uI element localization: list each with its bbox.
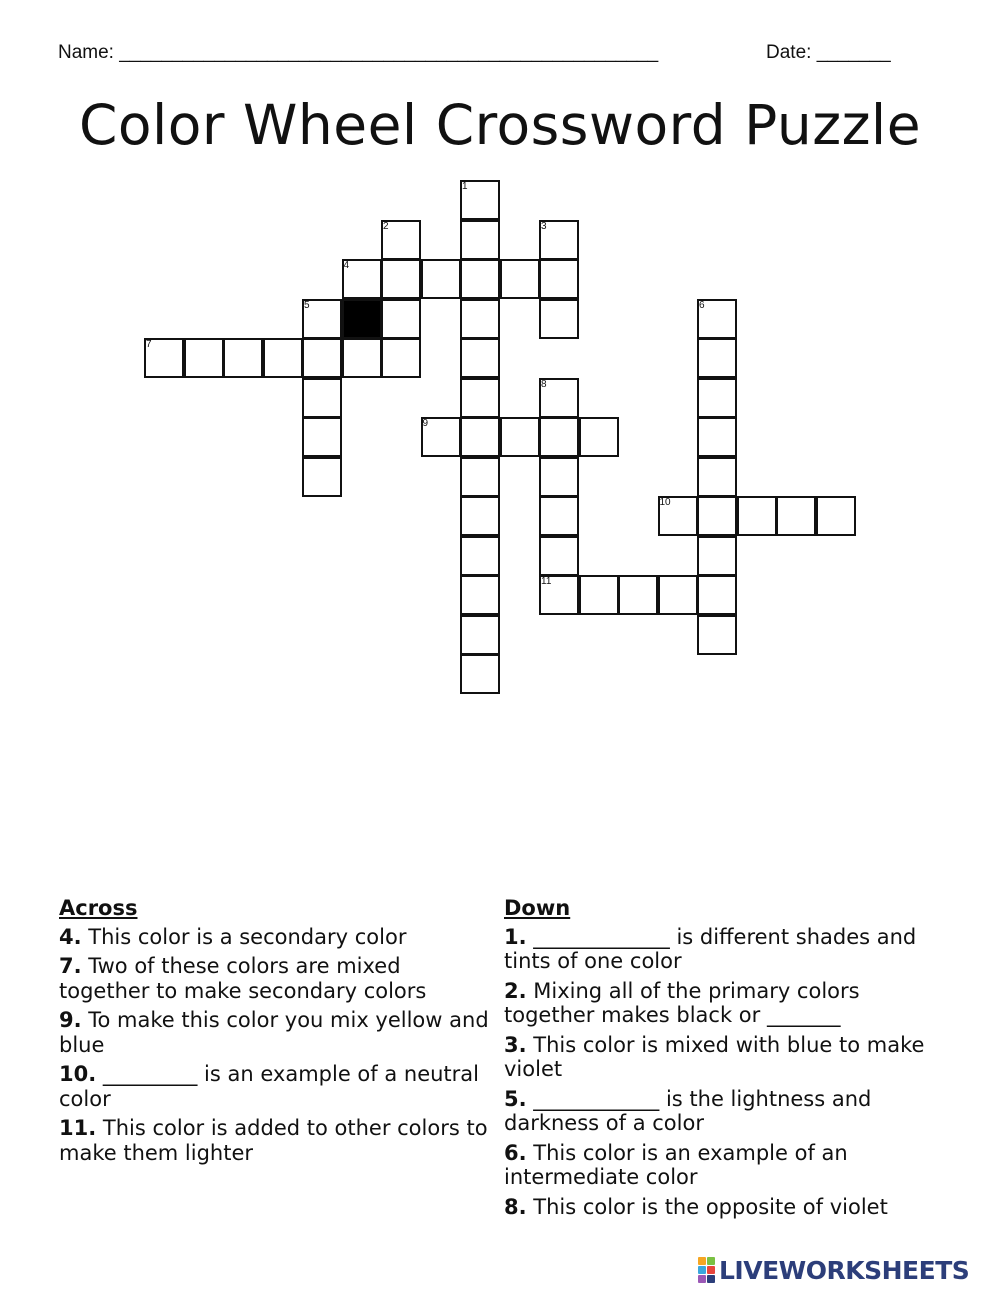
clue-item-text: This color is the opposite of violet	[526, 1194, 888, 1219]
clue-item-text: ____________ is the lightness and darkness of a color	[504, 1086, 872, 1135]
clue-number: 11	[541, 576, 552, 587]
grid-cell[interactable]	[460, 457, 500, 497]
clue-item-number: 3.	[504, 1032, 527, 1057]
clue-item-number: 10.	[59, 1062, 97, 1086]
logo-square	[698, 1275, 706, 1283]
clue-item-text: This color is an example of an intermediate color	[504, 1140, 848, 1189]
grid-cell[interactable]	[381, 338, 421, 378]
clue-item-text: This color is added to other colors to make them lighter	[59, 1116, 488, 1165]
grid-cell[interactable]	[697, 496, 737, 536]
grid-cell[interactable]	[460, 536, 500, 576]
clue-item-number: 8.	[504, 1194, 527, 1219]
grid-cell[interactable]	[500, 417, 540, 457]
clue-item	[504, 1033, 934, 1082]
grid-cell[interactable]	[776, 496, 816, 536]
grid-cell[interactable]	[697, 338, 737, 378]
clue-item	[59, 1062, 489, 1111]
grid-cell[interactable]	[263, 338, 303, 378]
clue-item-text: Mixing all of the primary colors together makes black or _______	[504, 978, 860, 1027]
clue-item-text: To make this color you mix yellow and blue	[59, 1008, 489, 1057]
grid-cell[interactable]	[302, 457, 342, 497]
logo-square	[707, 1266, 715, 1274]
grid-cell[interactable]	[184, 338, 224, 378]
clue-number: 6	[699, 299, 705, 311]
grid-cell[interactable]	[381, 299, 421, 339]
clue-number: 9	[422, 418, 429, 429]
clue-number: 5	[304, 299, 310, 311]
liveworksheets-logo-icon	[698, 1257, 715, 1283]
clue-item-text: _________ is an example of a neutral color	[59, 1062, 479, 1111]
clue-item-number: 1.	[504, 924, 527, 949]
grid-cell[interactable]	[697, 615, 737, 655]
clue-item-number: 7.	[59, 954, 82, 978]
grid-cell[interactable]	[539, 417, 579, 457]
clue-item-number: 9.	[59, 1008, 82, 1032]
grid-cell[interactable]	[539, 457, 579, 497]
grid-cell[interactable]	[579, 575, 619, 615]
logo-square	[698, 1266, 706, 1274]
page-title: Color Wheel Crossword Puzzle	[78, 93, 922, 157]
grid-cell[interactable]	[460, 417, 500, 457]
grid-cell[interactable]	[302, 378, 342, 418]
grid-cell[interactable]	[539, 299, 579, 339]
grid-cell[interactable]	[697, 536, 737, 576]
clue-number: 7	[146, 339, 152, 350]
grid-cell[interactable]	[460, 378, 500, 418]
grid-cell[interactable]	[579, 417, 619, 457]
grid-cell[interactable]	[539, 536, 579, 576]
grid-cell[interactable]	[658, 575, 698, 615]
down-clues	[504, 896, 934, 1219]
clue-number: 3	[541, 220, 547, 232]
across-clues	[59, 896, 489, 1165]
logo-square	[707, 1275, 715, 1283]
grid-cell[interactable]	[737, 496, 777, 536]
grid-cell[interactable]	[618, 575, 658, 615]
grid-cell[interactable]	[381, 259, 421, 299]
clue-item-number: 2.	[504, 978, 527, 1003]
grid-cell[interactable]	[816, 496, 856, 536]
grid-cell[interactable]	[697, 417, 737, 457]
logo-square	[698, 1257, 706, 1265]
clue-item-number: 6.	[504, 1140, 527, 1165]
clue-number: 8	[541, 378, 547, 390]
clue-item	[59, 954, 489, 1003]
clue-item-text: _____________ is different shades and tints of one color	[504, 924, 917, 973]
clue-item	[59, 1116, 489, 1165]
grid-cell[interactable]	[460, 654, 500, 694]
clue-item-text: Two of these colors are mixed together to make secondary colors	[59, 954, 427, 1003]
grid-cell[interactable]	[539, 259, 579, 299]
grid-cell[interactable]	[302, 417, 342, 457]
grid-cell[interactable]	[421, 259, 461, 299]
clue-item-number: 4.	[59, 924, 82, 949]
grid-cell[interactable]	[697, 378, 737, 418]
clue-item	[59, 1008, 489, 1057]
grid-cell[interactable]	[460, 299, 500, 339]
grid-cell[interactable]	[500, 259, 540, 299]
clue-item	[504, 1141, 934, 1190]
logo-text: LIVEWORKSHEETS	[719, 1255, 970, 1285]
down-heading: Down	[504, 896, 571, 920]
grid-cell[interactable]	[697, 575, 737, 615]
clue-item-text: This color is mixed with blue to make violet	[504, 1032, 925, 1081]
grid-cell[interactable]	[302, 338, 342, 378]
grid-cell[interactable]	[342, 338, 382, 378]
grid-cell[interactable]	[539, 496, 579, 536]
clue-item	[59, 925, 489, 950]
grid-cell[interactable]	[460, 220, 500, 260]
clue-item	[504, 1195, 934, 1220]
date-field[interactable]: Date: _______	[766, 42, 891, 63]
grid-cell[interactable]	[697, 457, 737, 497]
clue-item-number: 5.	[504, 1086, 527, 1111]
grid-cell[interactable]	[460, 496, 500, 536]
clue-number: 10	[659, 497, 671, 508]
clue-item	[504, 925, 934, 974]
clue-number: 1	[462, 181, 468, 192]
clue-item-number: 11.	[59, 1116, 97, 1140]
clue-item	[504, 1087, 934, 1136]
grid-cell[interactable]	[460, 575, 500, 615]
name-field[interactable]: Name: ___________________________________________________	[58, 42, 659, 63]
liveworksheets-logo	[698, 1256, 969, 1284]
clue-item-text: This color is a secondary color	[81, 924, 407, 949]
grid-cell[interactable]	[460, 615, 500, 655]
across-clue-list	[59, 925, 489, 1166]
logo-square	[707, 1257, 715, 1265]
clue-number: 4	[343, 260, 350, 271]
grid-cell[interactable]	[460, 338, 500, 378]
down-clue-list	[504, 925, 934, 1220]
grid-cell[interactable]	[223, 338, 263, 378]
across-heading: Across	[59, 896, 138, 920]
grid-cell[interactable]	[460, 259, 500, 299]
clue-item	[504, 979, 934, 1028]
blocked-cell	[342, 299, 382, 339]
clue-number: 2	[383, 220, 389, 232]
